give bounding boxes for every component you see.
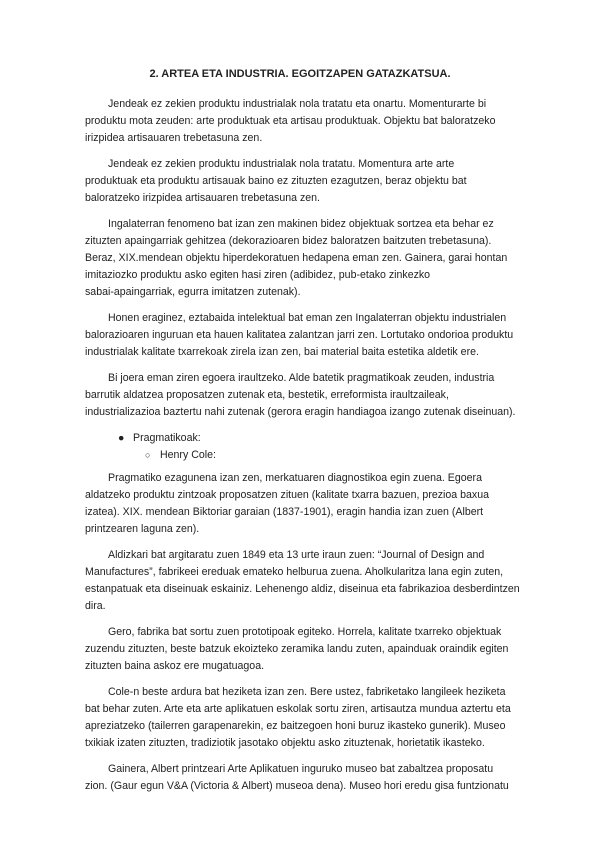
- paragraph-line: zituzten apaingarriak gehitzea (dekorazioaren bidez baloratzen baitzuten trebetasuna).: [85, 235, 492, 247]
- paragraph: [85, 310, 545, 361]
- paragraph: [85, 470, 545, 538]
- paragraph-line: baloratzeko irizpidea artisauaren trebetasuna zen.: [85, 192, 320, 204]
- paragraph-line: aldatzeko produktu zintzoak proposatzen zituen (kalitate txarra bazuen, prezioa baxua: [85, 489, 489, 501]
- paragraph-line: balorazioaren inguruan eta hauen kalitatea zalantzan jarri zen. Lortutako ondorioa produktu: [85, 329, 514, 341]
- document-title: 2. ARTEA ETA INDUSTRIA. EGOITZAPEN GATAZKATSUA.: [149, 68, 451, 80]
- paragraphs-before: [85, 96, 545, 421]
- bullet-item-henry-cole: [85, 447, 545, 464]
- paragraph-line: Jendeak ez zekien produktu industrialak nola tratatu eta onartu. Momenturarte bi: [108, 98, 487, 110]
- paragraphs-after: [85, 470, 545, 795]
- bullet-text: Pragmatikoak:: [133, 432, 201, 444]
- paragraph-line: irizpidea artisauaren trebetasuna zen.: [85, 132, 263, 144]
- bullet-item-pragmatikoak: [85, 430, 545, 447]
- paragraph-line: Pragmatiko ezagunena izan zen, merkatuaren diagnostikoa egin zuena. Egoera: [108, 472, 482, 484]
- paragraph-line: Cole-n beste ardura bat heziketa izan zen. Bere ustez, fabriketako langileek heziketa: [108, 686, 506, 698]
- paragraph-line: Bi joera eman ziren egoera iraultzeko. Alde batetik pragmatikoak zeuden, industria: [108, 372, 495, 384]
- paragraph-line: Ingalaterran fenomeno bat izan zen makinen bidez objektuak sortzea eta behar ez: [108, 218, 494, 230]
- paragraph-line: Aldizkari bat argitaratu zuen 1849 eta 13 urte iraun zuen: “Journal of Design and: [108, 549, 485, 561]
- paragraph: [85, 96, 545, 147]
- paragraph-line: produktu mota zeuden: arte produktuak eta artisau produktuak. Objektu bat baloratzeko: [85, 115, 496, 127]
- document-body: [85, 96, 545, 804]
- paragraph: [85, 684, 545, 752]
- bullet-text: Henry Cole:: [160, 449, 216, 461]
- paragraph-line: Manufactures”, fabrikeei ereduak emateko helburua zuena. Aholkularitza lana egin zuten,: [85, 566, 504, 578]
- paragraph-line: printzearen laguna zen).: [85, 523, 200, 535]
- paragraph-line: produktuak eta produktu artisauak baino ez zituzten ezagutzen, beraz objektu bat: [85, 175, 467, 187]
- paragraph-line: industrializazioa baztertu nahi zutenak (gerora eragin handiagoa izango zutenak diseinuan).: [85, 406, 516, 418]
- paragraph-line: izatea). XIX. mendean Biktoriar garaian (1837-1901), eragin handia izan zuen (Albert: [85, 506, 484, 518]
- paragraph: [85, 624, 545, 675]
- paragraph: [85, 761, 545, 795]
- paragraph-line: zion. (Gaur egun V&A (Victoria & Albert) museoa dena). Museo hori eredu gisa funtzionatu: [85, 780, 509, 792]
- paragraph-line: Gero, fabrika bat sortu zuen prototipoak egiteko. Horrela, kalitate txarreko objektuak: [108, 626, 502, 638]
- paragraph-line: Gainera, Albert printzeari Arte Aplikatuen inguruko museo bat zabaltzea proposatu: [108, 763, 494, 775]
- paragraph: [85, 156, 545, 207]
- paragraph-line: sabai-apaingarriak, egurra imitatzen zutenak).: [85, 286, 301, 298]
- paragraph-line: barrutik aldatzea proposatzen zutenak eta, bestetik, erreformista iraultzaileak,: [85, 389, 449, 401]
- paragraph-line: estanpatuak eta diseinuak eskainiz. Lehenengo aldiz, diseinua eta fabrikazioa desberdintzen: [85, 583, 520, 595]
- paragraph-line: zuzendu zituzten, beste batzuk ekoizteko zeramika landu zuten, apainduak oraindik egiten: [85, 643, 509, 655]
- paragraph-line: Honen eraginez, eztabaida intelektual bat eman zen Ingalaterran objektu industrialen: [108, 312, 507, 324]
- paragraph-line: txikiak izaten zituzten, tradiziotik jasotako objektu asko zituztenak, horietatik ikasteko.: [85, 737, 485, 749]
- paragraph-line: industrialak kalitate txarrekoak zirela izan zen, bai material baita estetika aldetik ere.: [85, 346, 479, 358]
- paragraph: [85, 370, 545, 421]
- bullet-list: [85, 430, 545, 464]
- paragraph-line: zituzten baina askoz ere mugatuagoa.: [85, 660, 265, 672]
- paragraph-line: apreziatzeko (tailerren garapenarekin, ez baitzegoen honi buruz ikasteko gunerik). Museo: [85, 720, 506, 732]
- paragraph-line: Jendeak ez zekien produktu industrialak nola tratatu. Momentura arte arte: [108, 158, 455, 170]
- filled-bullet-icon: ●: [118, 432, 125, 444]
- paragraph: [85, 216, 545, 301]
- paragraph: [85, 547, 545, 615]
- hollow-bullet-icon: ○: [145, 450, 151, 460]
- paragraph-line: Beraz, XIX.mendean objektu hiperdekoratuen hedapena eman zen. Gainera, garai hontan: [85, 252, 508, 264]
- paragraph-line: dira.: [85, 600, 106, 612]
- paragraph-line: bat behar zuten. Arte eta arte aplikatuen eskolak sortu ziren, artisautza mundua aztertu eta: [85, 703, 511, 715]
- paragraph-line: imitaziozko produktu asko egiten hasi ziren (adibidez, pub-etako zinkezko: [85, 269, 431, 281]
